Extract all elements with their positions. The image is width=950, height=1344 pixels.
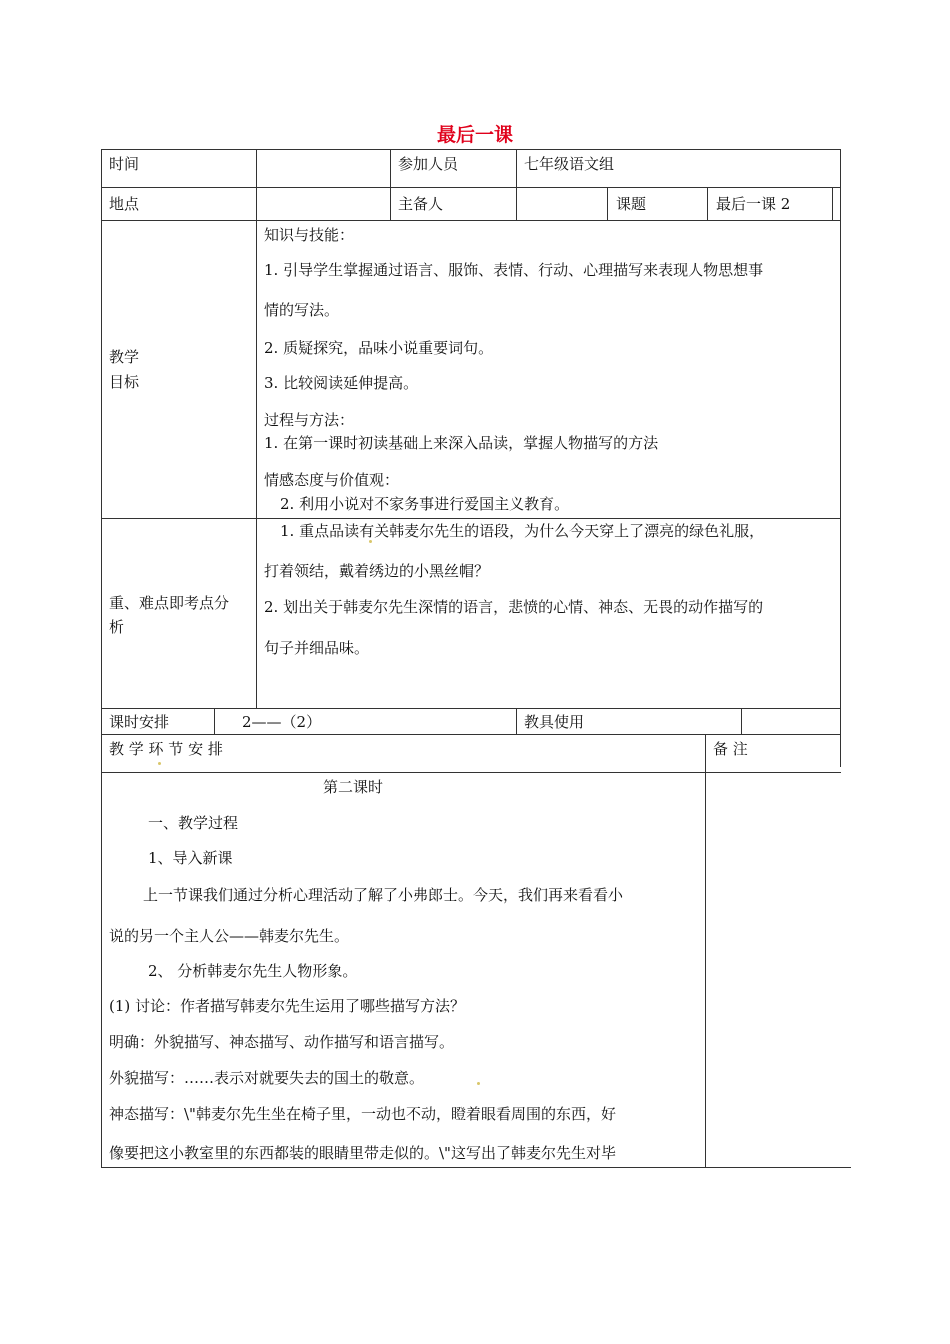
objective-line: 2. 利用小说对不家务事进行爱国主义教育。 xyxy=(280,495,570,513)
document-title: 最后一课 xyxy=(436,124,513,146)
body-line: 明确：外貌描写、神态描写、动作描写和语言描写。 xyxy=(109,1033,455,1051)
arrangement-heading: 教 学 环 节 安 排 xyxy=(109,740,223,758)
body-line: (1) 讨论：作者描写韩麦尔先生运用了哪些描写方法？ xyxy=(109,997,466,1015)
body-line: 2、 分析韩麦尔先生人物形象。 xyxy=(148,962,358,980)
body-line: 外貌描写：……表示对就要失去的国土的敬意。 xyxy=(109,1069,425,1087)
objective-line: 过程与方法： xyxy=(264,411,355,429)
preparer-label: 主备人 xyxy=(398,195,444,213)
key-point-line: 1. 重点品读有关韩麦尔先生的语段，为什么今天穿上了漂亮的绿色礼服， xyxy=(280,522,765,540)
key-point-line: 句子并细品味。 xyxy=(264,639,370,657)
objective-line: 2. 质疑探究，品味小说重要词句。 xyxy=(264,339,494,357)
topic-value: 最后一课 2 xyxy=(716,195,791,213)
speck-mark xyxy=(369,540,372,543)
notes-heading: 备 注 xyxy=(713,740,748,758)
objective-line: 1. 在第一课时初读基础上来深入品读，掌握人物描写的方法 xyxy=(264,434,659,452)
objective-line: 情的写法。 xyxy=(264,301,340,319)
objective-line: 1. 引导学生掌握通过语言、服饰、表情、行动、心理描写来表现人物思想事 xyxy=(264,261,764,279)
objective-line: 3. 比较阅读延伸提高。 xyxy=(264,374,419,392)
key-point-line: 2. 划出关于韩麦尔先生深情的语言，悲愤的心情、神态、无畏的动作描写的 xyxy=(264,598,764,616)
hours-label: 课时安排 xyxy=(109,713,170,731)
body-line: 上一节课我们通过分析心理活动了解了小弗郎士。今天，我们再来看看小 xyxy=(143,886,624,904)
time-label: 时间 xyxy=(109,155,140,173)
body-line: 像要把这小教室里的东西都装的眼睛里带走似的。\"这写出了韩麦尔先生对毕 xyxy=(109,1144,616,1162)
body-line: 说的另一个主人公——韩麦尔先生。 xyxy=(109,927,350,945)
topic-label: 课题 xyxy=(616,195,647,213)
participants-value: 七年级语文组 xyxy=(524,155,615,173)
objectives-label-2: 目标 xyxy=(109,373,140,391)
tools-label: 教具使用 xyxy=(524,713,585,731)
speck-mark xyxy=(477,1082,480,1085)
objective-line: 情感态度与价值观： xyxy=(264,471,400,489)
objective-line: 知识与技能： xyxy=(264,226,355,244)
speck-mark xyxy=(158,762,161,765)
body-line: 1、导入新课 xyxy=(148,849,233,867)
place-label: 地点 xyxy=(109,195,140,213)
body-line: 一、教学过程 xyxy=(148,814,239,832)
body-line: 神态描写：\"韩麦尔先生坐在椅子里，一动也不动，瞪着眼看周围的东西，好 xyxy=(109,1105,616,1123)
objectives-label: 教学 xyxy=(109,348,140,366)
hours-value: 2——（2） xyxy=(242,713,322,731)
key-point-line: 打着领结，戴着绣边的小黑丝帽？ xyxy=(264,562,490,580)
key-points-label-2: 析 xyxy=(109,618,125,636)
key-points-label: 重、难点即考点分 xyxy=(109,594,230,612)
participants-label: 参加人员 xyxy=(398,155,459,173)
lesson-subtitle: 第二课时 xyxy=(323,778,384,796)
